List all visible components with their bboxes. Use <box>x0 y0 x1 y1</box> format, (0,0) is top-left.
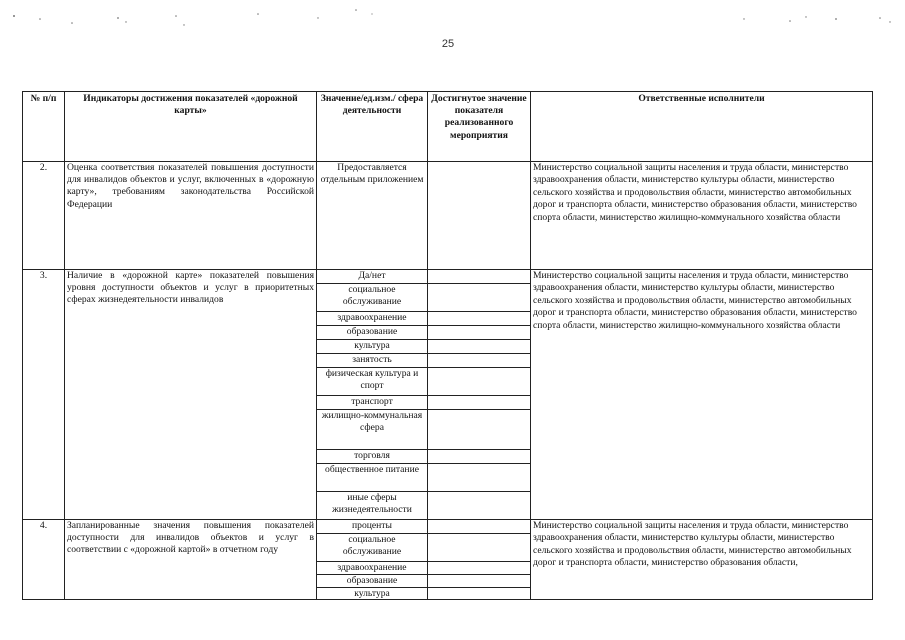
value-cell: проценты <box>317 520 428 534</box>
row-number: 2. <box>23 162 65 270</box>
achieved-cell <box>428 410 531 450</box>
achieved-cell <box>428 326 531 340</box>
responsible-text: Министерство социальной защиты населения и труда области, министерство здравоохранения области, министерство культуры области, министерство сельского хозяйства и продовольствия области, министерство автомобильных дорог и транспорта области, министерство образования области, министерство спорта области, министерство жилищно-коммунального хозяйства области <box>531 270 873 520</box>
value-cell: Да/нет <box>317 270 428 284</box>
table-header-row <box>23 92 873 162</box>
roadmap-indicators-table <box>22 91 873 600</box>
indicator-text: Запланированные значения повышения показателей доступности для инвалидов объектов и услуг в соответствии с «дорожной картой» в отчетном году <box>65 520 317 600</box>
value-cell: образование <box>317 326 428 340</box>
value-cell: иные сферы жизнедеятельности <box>317 492 428 520</box>
value-cell: здравоохранение <box>317 312 428 326</box>
achieved-cell <box>428 574 531 587</box>
indicator-text: Оценка соответствия показателей повышения доступности для инвалидов объектов и услуг, включенных в «дорожную карту», требованиям законодательства Российской Федерации <box>65 162 317 270</box>
achieved-cell <box>428 162 531 270</box>
indicator-text: Наличие в «дорожной карте» показателей повышения уровня доступности объектов и услуг в приоритетных сферах жизнедеятельности инвалидов <box>65 270 317 520</box>
row-number: 3. <box>23 270 65 520</box>
value-cell: образование <box>317 574 428 587</box>
achieved-cell <box>428 587 531 600</box>
achieved-cell <box>428 396 531 410</box>
value-cell: здравоохранение <box>317 562 428 575</box>
achieved-cell <box>428 340 531 354</box>
achieved-cell <box>428 284 531 312</box>
table-row <box>23 162 873 270</box>
responsible-text: Министерство социальной защиты населения и труда области, министерство здравоохранения области, министерство культуры области, министерство сельского хозяйства и продовольствия области, министерство автомобильных дорог и транспорта области, министерство образования области, <box>531 520 873 600</box>
header-achieved: Достигнутое значение показателя реализованного мероприятия <box>428 92 531 162</box>
value-cell: социальное обслуживание <box>317 534 428 562</box>
row-number: 4. <box>23 520 65 600</box>
value-cell: торговля <box>317 450 428 464</box>
table-row <box>23 270 873 284</box>
header-indicators: Индикаторы достижения показателей «дорожной карты» <box>65 92 317 162</box>
header-num: № п/п <box>23 92 65 162</box>
value-cell: общественное питание <box>317 464 428 492</box>
achieved-cell <box>428 520 531 534</box>
value-cell: занятость <box>317 354 428 368</box>
achieved-cell <box>428 354 531 368</box>
header-responsible: Ответственные исполнители <box>531 92 873 162</box>
achieved-cell <box>428 312 531 326</box>
value-cell: социальное обслуживание <box>317 284 428 312</box>
value-cell: культура <box>317 587 428 600</box>
value-cell: Предоставляется отдельным приложением <box>317 162 428 270</box>
page-number: 25 <box>441 38 455 50</box>
value-cell: физическая культура и спорт <box>317 368 428 396</box>
value-cell: транспорт <box>317 396 428 410</box>
scan-noise <box>0 6 905 36</box>
achieved-cell <box>428 492 531 520</box>
value-cell: жилищно-коммунальная сфера <box>317 410 428 450</box>
achieved-cell <box>428 450 531 464</box>
table-row <box>23 520 873 534</box>
value-cell: культура <box>317 340 428 354</box>
achieved-cell <box>428 368 531 396</box>
achieved-cell <box>428 534 531 562</box>
achieved-cell <box>428 270 531 284</box>
responsible-text: Министерство социальной защиты населения и труда области, министерство здравоохранения области, министерство культуры области, министерство сельского хозяйства и продовольствия области, министерство автомобильных дорог и транспорта области, министерство образования области, министерство спорта области, министерство жилищно-коммунального хозяйства области <box>531 162 873 270</box>
header-value: Значение/ед.изм./ сфера деятельности <box>317 92 428 162</box>
achieved-cell <box>428 562 531 575</box>
achieved-cell <box>428 464 531 492</box>
